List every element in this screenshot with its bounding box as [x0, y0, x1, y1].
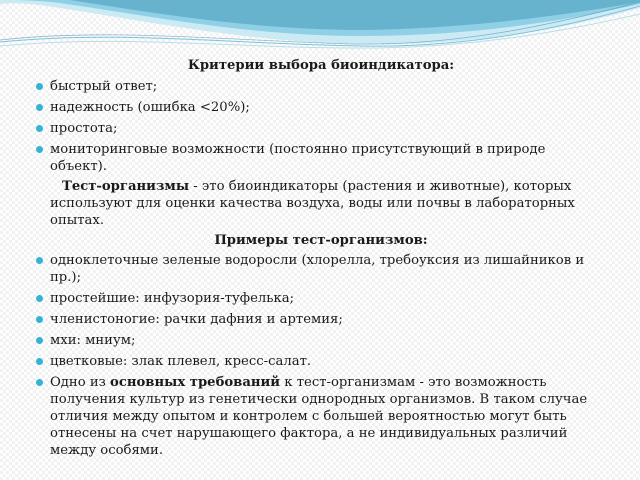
example-item: членистоногие: рачки дафния и артемия;: [36, 311, 606, 328]
test-organisms-text: - это биоиндикаторы (растения и животные), которых используют для оценки качества воздуха, воды или почвы в лабораторных опытах.: [50, 179, 575, 228]
slide-content: [36, 57, 606, 463]
criteria-item: простота;: [36, 120, 606, 137]
example-item: простейшие: инфузория-туфелька;: [36, 290, 606, 307]
criteria-item: быстрый ответ;: [36, 78, 606, 95]
criteria-item: надежность (ошибка <20%);: [36, 99, 606, 116]
examples-list: [36, 252, 606, 459]
criteria-list: [36, 78, 606, 175]
requirement-prefix: Одно из: [50, 375, 111, 390]
example-item: мхи: мниум;: [36, 332, 606, 349]
example-item: цветковые: злак плевел, кресс-салат.: [36, 353, 606, 370]
test-organisms-definition: [36, 178, 606, 229]
test-organisms-term: Тест-организмы: [62, 179, 190, 194]
requirement-bold: основных требований: [110, 375, 281, 390]
example-item: одноклеточные зеленые водоросли (хлорелла, требоуксия из лишайников и пр.);: [36, 252, 606, 286]
criteria-title: Критерии выбора биоиндикатора:: [187, 58, 455, 73]
requirement-paragraph: [36, 374, 606, 459]
examples-title: Примеры тест-организмов:: [214, 233, 428, 248]
criteria-item: мониторинговые возможности (постоянно присутствующий в природе объект).: [36, 141, 606, 175]
requirement-text: к тест-организмам - это возможность получения культур из генетически однородных организмов. В таком случае отличия между опытом и контролем с большей вероятностью могут быть отнесены на счет нарушающего фактора, а не индивидуальных различий между особями.: [50, 375, 588, 458]
